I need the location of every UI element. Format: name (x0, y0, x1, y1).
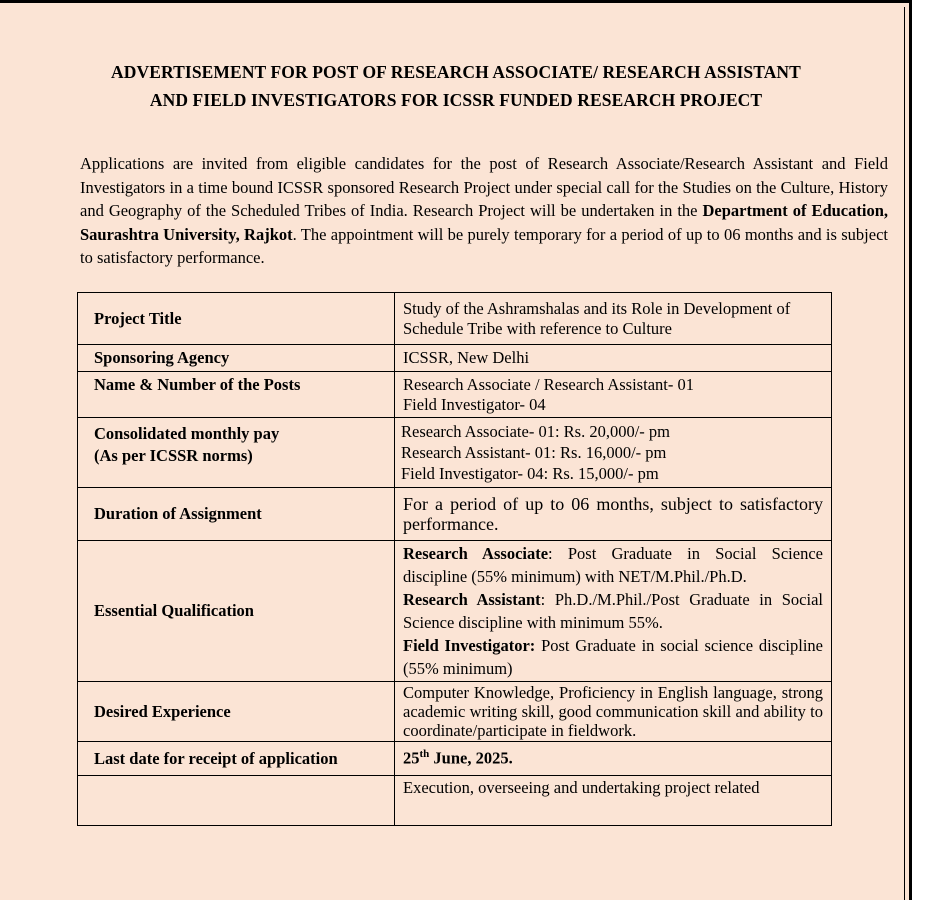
qual-ra-text: : Post Graduate in Social Science discipline (55% minimum) with NET/M.Phil./Ph.D. (403, 544, 823, 586)
document-title-line-2: AND FIELD INVESTIGATORS FOR ICSSR FUNDED RESEARCH PROJECT (149, 90, 763, 110)
label-project-title: Project Title (78, 293, 395, 345)
intro-department: Department of Education, Saurashtra University, Rajkot (80, 201, 889, 244)
row-pay (78, 418, 832, 488)
qual-fi-text: Post Graduate in social science discipline (55% minimum) (403, 636, 823, 678)
value-project-title: Study of the Ashramshalas and its Role in Development of Schedule Tribe with reference to Culture (395, 293, 832, 345)
label-qualification: Essential Qualification (78, 541, 395, 682)
qual-research-assistant (403, 588, 823, 634)
qual-field-investigator (403, 634, 823, 680)
pay-line-1: Research Associate- 01: Rs. 20,000/- pm (401, 422, 670, 441)
row-posts (78, 372, 832, 418)
label-experience: Desired Experience (78, 682, 395, 742)
row-next-partial (78, 776, 832, 826)
label-duration: Duration of Assignment (78, 488, 395, 541)
value-posts (395, 372, 832, 418)
label-pay (78, 418, 395, 488)
pay-line-2: Research Assistant- 01: Rs. 16,000/- pm (401, 443, 667, 462)
label-next-partial (78, 776, 395, 826)
last-date-suffix: th (419, 748, 430, 760)
label-last-date: Last date for receipt of application (78, 742, 395, 776)
label-posts: Name & Number of the Posts (78, 372, 395, 418)
value-sponsoring-agency: ICSSR, New Delhi (395, 345, 832, 372)
intro-paragraph (80, 152, 888, 270)
qual-fi-title: Field Investigator: (403, 636, 536, 655)
row-qualification (78, 541, 832, 682)
qual-rasst-title: Research Assistant (403, 590, 541, 609)
qual-research-associate (403, 542, 823, 588)
value-next-partial: Execution, overseeing and undertaking project related (395, 776, 832, 826)
row-experience (78, 682, 832, 742)
value-last-date (395, 742, 832, 776)
row-last-date (78, 742, 832, 776)
project-details-table (77, 292, 832, 826)
value-duration: For a period of up to 06 months, subject to satisfactory performance. (395, 488, 832, 541)
qual-rasst-text: : Ph.D./M.Phil./Post Graduate in Social Science discipline with minimum 55%. (403, 590, 823, 632)
intro-text-1: Applications are invited from eligible candidates for the post of Research Associate/Research Assistant and Field Investigators in a time bound ICSSR sponsored Research Project under special call for the Studies on the Culture, History and Geography of the Scheduled Tribes of India. Research Project will be undertaken in the (80, 154, 888, 220)
posts-line-2: Field Investigator- 04 (403, 394, 546, 414)
value-pay (395, 418, 832, 488)
row-project-title (78, 293, 832, 345)
document-title-line-1: ADVERTISEMENT FOR POST OF RESEARCH ASSOCIATE/ RESEARCH ASSISTANT (111, 62, 801, 82)
row-sponsoring-agency (78, 345, 832, 372)
qual-ra-title: Research Associate (403, 544, 549, 563)
row-duration (78, 488, 832, 541)
pay-label-2: (As per ICSSR norms) (94, 446, 253, 465)
last-date-rest: June, 2025. (429, 748, 513, 768)
label-sponsoring-agency: Sponsoring Agency (78, 345, 395, 372)
value-qualification (395, 541, 832, 682)
value-experience: Computer Knowledge, Proficiency in English language, strong academic writing skill, good communication skill and ability to coordinate/participate in fieldwork. (395, 682, 832, 742)
last-date-day: 25 (403, 748, 420, 768)
intro-text-2: . The appointment will be purely temporary for a period of up to 06 months and is subject to satisfactory performance. (80, 224, 888, 267)
posts-line-1: Research Associate / Research Assistant- 01 (403, 374, 694, 394)
pay-label-1: Consolidated monthly pay (94, 424, 280, 443)
pay-line-3: Field Investigator- 04: Rs. 15,000/- pm (401, 464, 659, 483)
